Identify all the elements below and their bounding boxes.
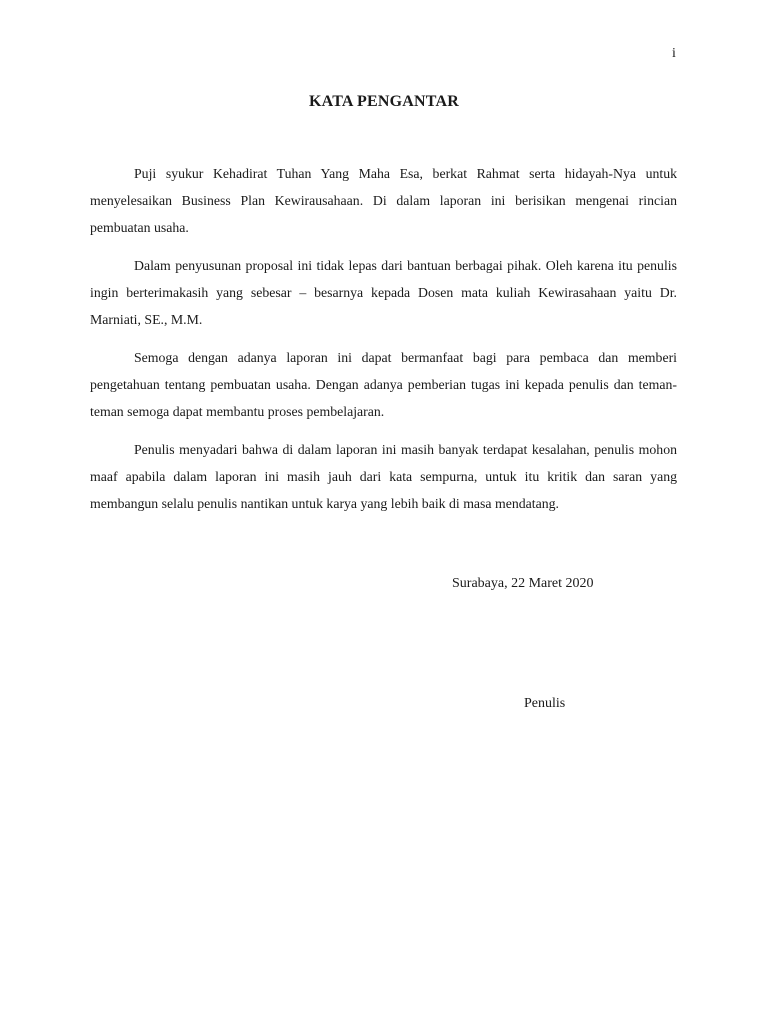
body-text (90, 160, 677, 528)
paragraph-1: Puji syukur Kehadirat Tuhan Yang Maha Esa, berkat Rahmat serta hidayah-Nya untuk menyelesaikan Business Plan Kewirausahaan. Di dalam laporan ini berisikan mengenai rincian pembuatan usaha. (90, 166, 677, 235)
paragraph-4: Penulis menyadari bahwa di dalam laporan ini masih banyak terdapat kesalahan, penulis mohon maaf apabila dalam laporan ini masih jauh dari kata sempurna, untuk itu kritik dan saran yang membangun selalu penulis nantikan untuk karya yang lebih baik di masa mendatang. (90, 442, 677, 511)
signature-label: Penulis (524, 696, 566, 711)
page-number: i (672, 46, 676, 61)
page-title: KATA PENGANTAR (309, 93, 459, 110)
paragraph-2: Dalam penyusunan proposal ini tidak lepas dari bantuan berbagai pihak. Oleh karena itu penulis ingin berterimakasih yang sebesar – besarnya kepada Dosen mata kuliah Kewirasahaan yaitu Dr. Marniati, SE., M.M. (90, 258, 677, 327)
place-date: Surabaya, 22 Maret 2020 (452, 576, 594, 591)
paragraph-3: Semoga dengan adanya laporan ini dapat bermanfaat bagi para pembaca dan memberi pengetahuan tentang pembuatan usaha. Dengan adanya pemberian tugas ini kepada penulis dan teman-teman semoga dapat membantu proses pembelajaran. (90, 350, 677, 419)
